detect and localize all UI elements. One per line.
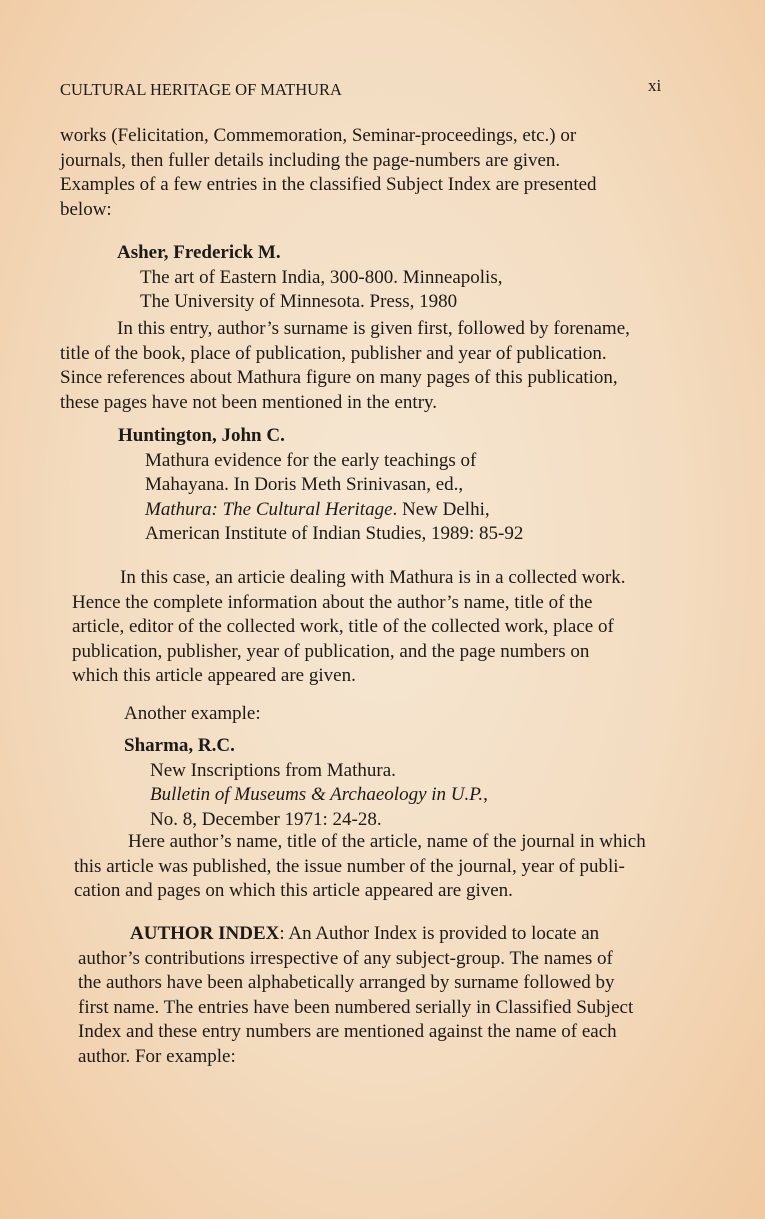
entry-line: The art of Eastern India, 300-800. Minneapolis, (140, 266, 503, 288)
example-entry-huntington (60, 424, 680, 547)
entry-line: No. 8, December 1971: 24-28. (150, 808, 382, 830)
text-line: below: (60, 198, 112, 220)
text-line: publication, publisher, year of publication, and the page numbers on (72, 640, 590, 662)
page-number: xi (648, 76, 662, 95)
text-line: journals, then fuller details including the page-numbers are given. (60, 149, 561, 171)
entry-line: Mahayana. In Doris Meth Srinivasan, ed., (145, 474, 464, 495)
entry-author: Asher, Frederick M. (117, 242, 281, 263)
text-line: the authors have been alphabetically arranged by surname followed by (78, 972, 615, 993)
entry-line: The University of Minnesota. Press, 1980 (140, 291, 458, 312)
text-line: Since references about Mathura figure on many pages of this publication, (60, 367, 618, 388)
text-line: first name. The entries have been numbered serially in Classified Subject (78, 996, 634, 1018)
entry-line-rest: . New Delhi, (392, 498, 490, 520)
running-title: CULTURAL HERITAGE OF MATHURA (60, 80, 342, 99)
text-line: Another example: (124, 703, 261, 724)
example-entry-asher (60, 241, 680, 315)
author-index-intro: : An Author Index is provided to locate an (279, 923, 600, 944)
text-line: cation and pages on which this article appeared are given. (74, 880, 513, 901)
entry-line-rest: , (483, 784, 488, 805)
text-line: author. For example: (78, 1045, 236, 1067)
text-line: Here author’s name, title of the article, name of the journal in which (128, 831, 646, 852)
intro-paragraph (60, 124, 680, 222)
text-line: works (Felicitation, Commemoration, Seminar-proceedings, etc.) or (60, 125, 577, 146)
text-line: title of the book, place of publication, publisher and year of publication. (60, 342, 607, 364)
entry-line: New Inscriptions from Mathura. (150, 759, 396, 781)
text-line: In this case, an articie dealing with Mathura is in a collected work. (120, 567, 626, 588)
text-line: Index and these entry numbers are mentioned against the name of each (78, 1021, 617, 1042)
text-line: this article was published, the issue number of the journal, year of publi- (74, 855, 625, 877)
explanation-paragraph-3 (60, 830, 680, 904)
journal-title: Bulletin of Museums & Archaeology in U.P. (150, 784, 484, 805)
entry-line (145, 498, 680, 523)
entry-line: Mathura evidence for the early teachings of (145, 449, 477, 471)
text-line: author’s contributions irrespective of any subject-group. The names of (78, 947, 613, 969)
entry-author: Sharma, R.C. (124, 735, 235, 756)
entry-line (150, 783, 680, 808)
text-line: Hence the complete information about the author’s name, title of the (72, 591, 593, 613)
collected-work-title: Mathura: The Cultural Heritage (145, 498, 393, 520)
another-example-label (60, 702, 680, 727)
author-index-paragraph (78, 922, 698, 1069)
author-index-heading: AUTHOR INDEX (130, 923, 280, 944)
text-line: Examples of a few entries in the classified Subject Index are presented (60, 174, 597, 195)
entry-author: Huntington, John C. (118, 425, 285, 446)
text-line: which this article appeared are given. (72, 665, 356, 686)
explanation-paragraph-2 (60, 566, 680, 689)
text-line (78, 922, 698, 947)
example-entry-sharma (60, 734, 680, 832)
text-line: these pages have not been mentioned in the entry. (60, 391, 438, 413)
text-line: In this entry, author’s surname is given first, followed by forename, (117, 318, 630, 339)
text-line: article, editor of the collected work, title of the collected work, place of (72, 616, 614, 637)
entry-line: American Institute of Indian Studies, 1989: 85-92 (145, 523, 524, 544)
explanation-paragraph-1 (60, 317, 680, 415)
